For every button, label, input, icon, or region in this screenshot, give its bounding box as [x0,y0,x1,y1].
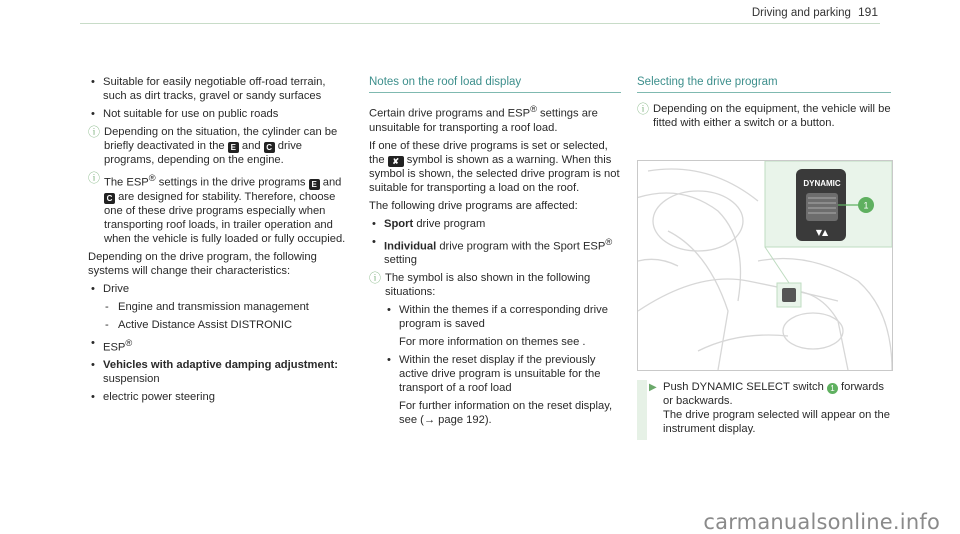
info-icon: ⓘ [88,171,101,185]
roof-load-warning-icon: ✘ [388,156,404,167]
paragraph: Certain drive programs and ESP® settings are unsuitable for transporting a roof load. [369,104,598,134]
indent-text: For further information on the reset display, see (→ page 192). [399,400,613,427]
e-program-icon: E [228,142,239,153]
column-1 [88,75,346,408]
column-3 [637,75,891,134]
list-item: • Individual drive program with the Sport ESP® [369,235,621,254]
c-program-icon: C [104,193,115,204]
paragraph: Depending on the drive program, the following systems will change their characteristics: [88,250,317,277]
note-block: ⓘ The symbol is also shown in the following situations: [369,271,591,299]
note-block: ⓘ Depending on the situation, the cylinder can be briefly deactivated in the E and C drive programs, depending on the engine. [88,125,338,166]
running-header [752,5,878,20]
sub-item: - Active Distance Assist DISTRONIC [105,318,293,331]
list-item: • Not suitable for use on public roads [88,107,346,121]
watermark: carmanualsonline.info [703,510,940,534]
note-block: ⓘ The ESP® settings in the drive programs E and C are designed for stability. Therefore, choose one of these drive programs especially when transporting roof loads, in trailer operation and when the vehicle is fully loaded or fully occupied. [88,171,346,245]
indent-text: For more information on themes see . [399,336,586,349]
list-item: • electric power steering [88,390,346,404]
info-icon: ⓘ [637,102,650,116]
indent-text: setting [384,254,417,267]
dynamic-select-switch-illustration [637,160,893,371]
section-heading: Selecting the drive program [637,75,891,93]
step-arrow-icon: ▶ [649,382,657,393]
info-icon: ⓘ [88,125,101,139]
e-program-icon: E [309,179,320,190]
paragraph: If one of these drive programs is set or selected, the ✘ symbol is shown as a warning. When this symbol is shown, the selected drive program is not suitable for transporting a load on the roof. [369,139,620,194]
console-drawing [638,161,892,370]
list-item: • Vehicles with adaptive damping adjustment: [88,358,346,372]
page-number: 191 [857,5,878,19]
svg-text:▼▲: ▼▲ [815,228,829,237]
c-program-icon: C [264,142,275,153]
list-item: • Sport drive program [369,217,621,231]
list-item: • Suitable for easily negotiable off-road terrain, such as dirt tracks, gravel or sandy surfaces [88,75,346,103]
column-2 [369,75,621,431]
list-item: • Within the themes if a corresponding drive program is saved [369,303,621,331]
indent-text: suspension [103,373,160,386]
info-icon: ⓘ [369,271,382,286]
callout-1-inline: 1 [827,383,838,394]
callout-number: 1 [863,200,869,211]
instruction-step: ▶ Push DYNAMIC SELECT switch 1 forwards or backwards. The drive program selected will appear on the instrument display. [637,380,891,436]
section-heading: Notes on the roof load display [369,75,621,93]
header-rule [80,23,880,24]
section-title: Driving and parking [751,7,851,19]
list-item: • Within the reset display if the previously active drive program is unsuitable for the transport of a roof load [369,353,621,395]
paragraph: The following drive programs are affected: [369,199,578,212]
dynamic-label: DYNAMIC [803,179,841,188]
list-item: • ESP® [88,336,346,355]
list-item: • Drive [88,282,346,296]
note-block: ⓘ Depending on the equipment, the vehicle will be fitted with either a switch or a button. [637,102,891,129]
sub-item: - Engine and transmission management [105,300,309,313]
